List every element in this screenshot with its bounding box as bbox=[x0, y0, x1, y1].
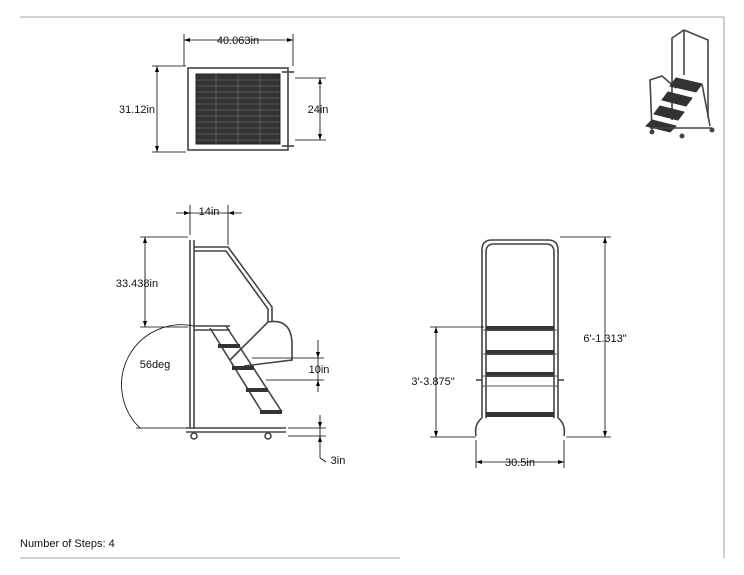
dim-front-width: 30.5in bbox=[505, 457, 535, 469]
isometric-view bbox=[646, 30, 715, 139]
dim-side-step-depth: 14in bbox=[198, 206, 220, 218]
front-view bbox=[411, 237, 626, 469]
dim-side-angle: 56deg bbox=[139, 359, 171, 371]
dim-side-caster-height: 3in bbox=[330, 455, 346, 467]
dim-front-platform-height: 3'-3.875" bbox=[411, 376, 455, 388]
dim-front-total-height: 6'-1.313" bbox=[583, 333, 627, 345]
side-view bbox=[116, 205, 345, 467]
top-view bbox=[119, 34, 328, 152]
dim-top-width: 40.063in bbox=[216, 35, 260, 47]
number-of-steps-label: Number of Steps: 4 bbox=[20, 538, 115, 550]
dim-top-inner-depth: 24in bbox=[307, 104, 329, 116]
dim-top-depth: 31.12in bbox=[118, 104, 156, 116]
dim-side-handrail-height: 33.438in bbox=[115, 278, 159, 290]
dim-side-step-rise: 10in bbox=[308, 364, 330, 376]
